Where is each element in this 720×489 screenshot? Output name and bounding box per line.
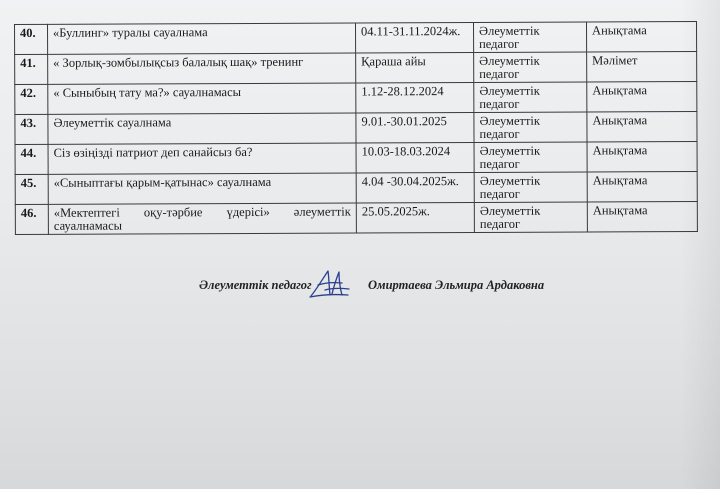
event-title: «Буллинг» туралы сауалнама: [48, 23, 356, 54]
signature-name: Омиртаева Эльмира Ардаковна: [368, 278, 545, 292]
row-number: 41.: [15, 54, 48, 84]
result-document: Анықтама: [587, 142, 697, 172]
events-table: [14, 21, 698, 235]
responsible-person: Әлеуметтік педагог: [473, 22, 586, 52]
event-title: Сіз өзіңізді патриот деп санайсыз ба?: [48, 143, 356, 174]
responsible-person: Әлеуметтік педагог: [474, 202, 587, 232]
result-document: Анықтама: [587, 82, 697, 112]
event-title: « Сыныбың тату ма?» сауалнамасы: [48, 83, 356, 114]
row-number: 45.: [15, 174, 48, 204]
event-date: 04.11-31.11.2024ж.: [355, 22, 473, 53]
result-document: Мәлімет: [587, 52, 697, 82]
event-title: Әлеуметтік сауалнама: [48, 113, 356, 144]
table-row: [15, 82, 697, 115]
event-date: 4.04 -30.04.2025ж.: [356, 172, 474, 203]
event-date: 25.05.2025ж.: [356, 202, 474, 233]
event-date: 10.03-18.03.2024: [356, 142, 474, 173]
row-number: 44.: [15, 144, 48, 174]
result-document: Анықтама: [587, 112, 697, 142]
result-document: Анықтама: [587, 202, 697, 232]
table-row: [15, 112, 697, 145]
responsible-person: Әлеуметтік педагог: [474, 142, 587, 172]
table-row: [15, 52, 697, 85]
event-title: « Зорлық-зомбылықсыз балалық шақ» тренинг: [48, 53, 356, 84]
table-row: [15, 142, 697, 175]
row-number: 46.: [15, 204, 48, 234]
signature-role: Әлеуметтік педагог: [199, 278, 312, 292]
responsible-person: Әлеуметтік педагог: [474, 112, 587, 142]
event-date: 9.01.-30.01.2025: [356, 112, 474, 143]
row-number: 42.: [15, 84, 48, 114]
row-number: 43.: [15, 114, 48, 144]
handwritten-signature-icon: [308, 268, 352, 300]
row-number: 40.: [15, 24, 48, 54]
event-date: Қараша айы: [356, 52, 474, 83]
event-title: «Сыныптағы қарым-қатынас» сауалнама: [48, 173, 356, 204]
table-row: [15, 22, 697, 55]
table-row: [15, 202, 697, 235]
responsible-person: Әлеуметтік педагог: [474, 82, 587, 112]
responsible-person: Әлеуметтік педагог: [474, 172, 587, 202]
event-title: «Мектептегі оқу-тәрбие үдерісі» әлеуметтік сауалнамасы: [48, 203, 356, 234]
table-row: [15, 172, 697, 205]
responsible-person: Әлеуметтік педагог: [474, 52, 587, 82]
event-date: 1.12-28.12.2024: [356, 82, 474, 113]
result-document: Анықтама: [587, 172, 697, 202]
result-document: Анықтама: [586, 22, 696, 52]
